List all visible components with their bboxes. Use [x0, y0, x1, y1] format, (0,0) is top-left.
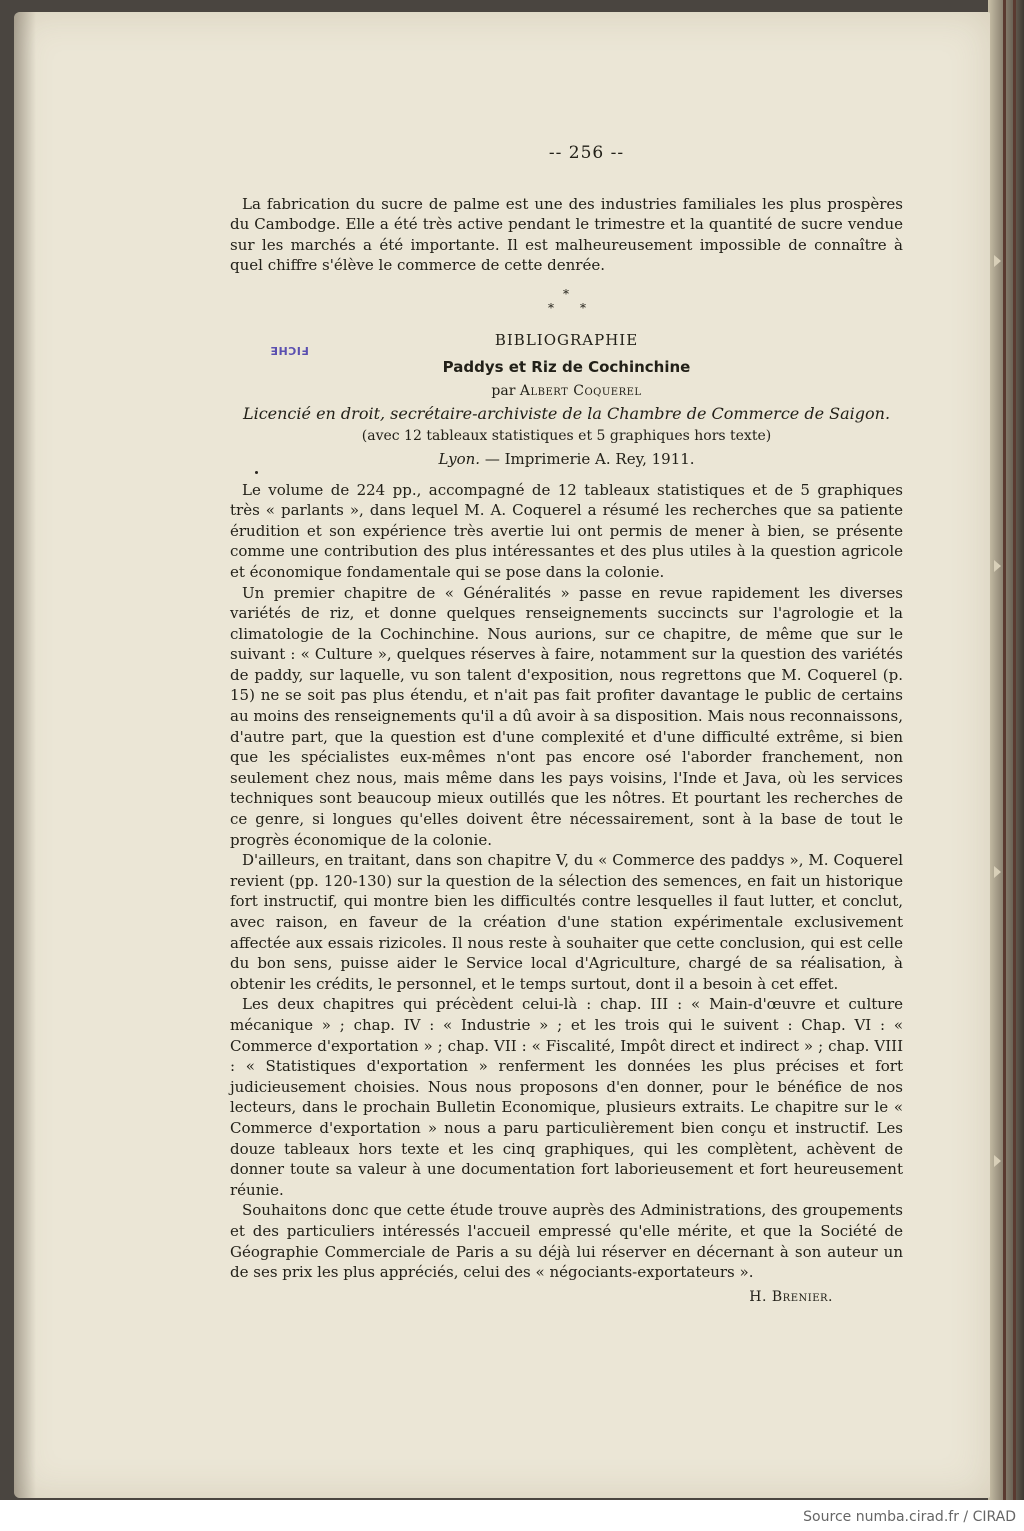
- byline: [230, 381, 903, 402]
- page-number: -- 256 --: [548, 143, 625, 163]
- section-heading: BIBLIOGRAPHIE: [494, 330, 639, 349]
- signature: H. Brenier.: [749, 1288, 833, 1305]
- review-paragraph: Un premier chapitre de « Généralités » passe en revue rapidement les diverses variétés de riz, et donne quelques renseignements succincts sur l'agrologie et la climatologie de la Cochinchine. Nous aurions, sur ce chapitre, de même que sur le suivant : « Culture », quelques réserves à faire, notamment sur la question des variétés de paddy, sur laquelle, vu son talent d'exposition, nous regrettons que M. Coquerel (p. 15) ne se soit pas plus étendu, et n'ait pas fait profiter davantage le public de certains au moins des renseignements qu'il a dû avoir à sa disposition. Mais nous reconnaissons, d'autre part, que la question est d'une complexité et d'une difficulté extrême, si bien que les spécialistes eux-mêmes n'ont pas encore osé l'aborder franchement, non seulement chez nous, mais même dans les pays voisins, l'Inde et Java, où les services techniques sont beaucoup mieux outillés que les nôtres. Et pourtant les recherches de ce genre, si longues qu'elles doivent être nécessairement, sont à la base de tout le progrès économique de la colonie.: [230, 583, 903, 849]
- review-paragraph: Le volume de 224 pp., accompagné de 12 tableaux statistiques et de 5 graphiques très « parlants », dans lequel M. A. Coquerel a résumé les recherches que sa patiente érudition et son expérience très avertie lui ont permis de mener à bien, se présente comme une contribution des plus intéressantes et des plus utiles à la question agricole et économique fondamentale qui se pose dans la colonie.: [230, 480, 903, 581]
- imprint-city: Lyon.: [438, 449, 481, 468]
- page-edge-marker: [994, 255, 1001, 267]
- book-edge-stripe: [1003, 0, 1006, 1500]
- imprint: [230, 449, 903, 470]
- author-role: Licencié en droit, secrétaire-archiviste de la Chambre de Commerce de Saigon.: [242, 403, 891, 423]
- asterism-star: *: [548, 300, 554, 315]
- asterism-star: *: [580, 300, 586, 315]
- page-edge-marker: [994, 866, 1001, 878]
- author-name: Albert Coquerel: [519, 383, 642, 400]
- review-paragraph: Les deux chapitres qui précèdent celui-là : chap. III : « Main-d'œuvre et culture mécanique » ; chap. IV : « Industrie » ; et les trois qui le suivent : Chap. VI : « Commerce d'exportation » ; chap. VII : « Fiscalité, Impôt direct et indirect » ; chap. VIII : « Statistiques d'exportation » renferment les données les plus précises et fort judicieusement choisies. Nous nous proposons d'en donner, pour le bénéfice de nos lecteurs, dans le prochain Bulletin Economique, plusieurs extraits. Le chapitre sur le « Commerce d'exportation » nous a paru particulièrement bien conçu et instructif. Les douze tableaux hors texte et les cinq graphiques, qui les complètent, achèvent de donner toute sa valeur à une documentation fort laborieusement et fort heureusement réunie.: [230, 995, 903, 1199]
- book-edge-stripe: [1013, 0, 1016, 1500]
- fiche-stamp: FICHE: [270, 344, 309, 357]
- book-note: (avec 12 tableaux statistiques et 5 graphiques hors texte): [361, 428, 772, 445]
- spine-shadow: [14, 12, 36, 1498]
- book-title: Paddys et Riz de Cochinchine: [442, 357, 691, 376]
- asterism: [230, 288, 903, 322]
- review-paragraph: D'ailleurs, en traitant, dans son chapitre V, du « Commerce des paddys », M. Coquerel revient (pp. 120-130) sur la question de la sélection des semences, en fait un historique fort instructif, qui montre bien les difficultés contre lesquelles il faut lutter, et conclut, avec raison, en faveur de la création d'une station expérimentale exclusivement affectée aux essais rizicoles. Il nous reste à souhaiter que cette conclusion, qui est celle du bon sens, puisse aider le Service local d'Agriculture, chargé de sa réalisation, à obtenir les crédits, le personnel, et le temps surtout, dont il a besoin à cet effet.: [230, 851, 903, 993]
- review-paragraph: Souhaitons donc que cette étude trouve auprès des Administrations, des groupements et des particuliers intéressés l'accueil empressé qu'elle mérite, et que la Société de Géographie Commerciale de Paris a su déjà lui réserver en décernant à son auteur un de ses prix les plus appréciés, celui des « négociants-exportateurs ».: [230, 1201, 903, 1282]
- page-edge-marker: [994, 1155, 1001, 1167]
- intro-paragraph: La fabrication du sucre de palme est une des industries familiales les plus prospères du Cambodge. Elle a été très active pendant le trimestre et la quantité de sucre vendue sur les marchés a été importante. Il est malheureusement impossible de connaître à quel chiffre s'élève le commerce de cette denrée.: [230, 194, 903, 275]
- imprint-publisher: — Imprimerie A. Rey, 1911.: [484, 449, 695, 468]
- byline-prefix: par: [491, 383, 516, 400]
- page-content: [230, 143, 903, 1307]
- page-edge-marker: [994, 560, 1001, 572]
- book-edge: [988, 0, 1024, 1500]
- source-credit: Source numba.cirad.fr / CIRAD: [803, 1509, 1016, 1525]
- asterism-star: *: [563, 286, 569, 301]
